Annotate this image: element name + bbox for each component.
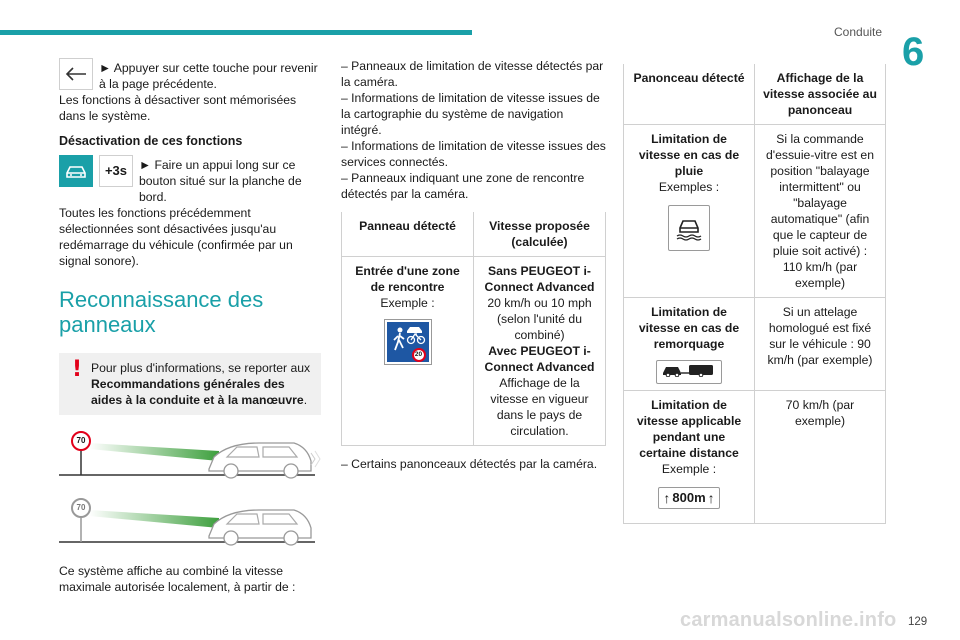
illustration-sign-memorised <box>59 498 321 553</box>
panonceau-table <box>623 64 886 524</box>
warning-box <box>59 353 321 415</box>
section-heading: Reconnaissance des panneaux <box>59 287 264 337</box>
source-item-3: – Informations de limitation de vitesse issues des services connectés. <box>341 139 606 169</box>
panonceaux-item: – Certains panonceaux détectés par la caméra. <box>341 457 598 471</box>
rain-plate-icon <box>668 205 710 251</box>
source-item-2: – Informations de limitation de vitesse issues de la cartographie du système de navigation intégré. <box>341 91 600 137</box>
table-row: Limitation de vitesse en cas de remorquage Si un attelage homologué est fixé sur le véhicule : 90 km/h (par exemple) <box>624 298 886 391</box>
table-row: Limitation de vitesse en cas de pluie Exemples : Si la commande d'essuie-vitre est en position "balayage intermittent" ou "balayage automatique" (afin que le capteur de pluie soit activé) : 110 km/h (par exemple) <box>624 125 886 298</box>
column-left <box>59 58 321 595</box>
meeting-zone-speed-badge: 20 <box>412 348 426 362</box>
zone-table-header-sign: Panneau détecté <box>342 212 474 257</box>
watermark: carmanualsonline.info <box>680 609 897 631</box>
back-instruction <box>59 58 321 92</box>
illustration-sign-detected <box>59 431 321 486</box>
long-press-badge-icon: +3s <box>99 155 133 187</box>
distance-plate-icon <box>658 487 719 509</box>
up-arrow-icon: ↑ <box>663 490 671 506</box>
header-accent-bar <box>0 30 472 35</box>
source-item-1: – Panneaux de limitation de vitesse détectés par la caméra. <box>341 59 604 89</box>
column-right <box>623 64 886 524</box>
towing-plate-icon <box>656 360 722 384</box>
distance-value: 800m <box>672 490 706 505</box>
table-row: Limitation de vitesse applicable pendant une certaine distance Exemple : ↑ 800m ↑ 70 km/h (par exemple) <box>624 391 886 524</box>
page-number: 129 <box>908 616 928 628</box>
column-middle <box>341 58 606 472</box>
long-press-text: ► Faire un appui long sur ce bouton situé sur la planche de bord. <box>139 158 302 204</box>
system-description-text: Ce système affiche au combiné la vitesse maximale autorisée localement, à partir de : <box>59 564 296 594</box>
saved-functions-text: Les fonctions à désactiver sont mémorisées dans le système. <box>59 93 297 123</box>
back-arrow-icon <box>59 58 93 90</box>
warning-text: Pour plus d'informations, se reporter aux Recommandations générales des aides à la conduite et à la manœuvre. <box>91 361 311 407</box>
long-press-instruction <box>59 155 321 205</box>
driving-aids-icon <box>59 155 93 187</box>
zone-table-sign-cell: Entrée d'une zone de rencontre Exemple : 20 <box>342 257 474 446</box>
exclamation-icon: ! <box>72 357 83 382</box>
panonceau-table-header-display: Affichage de la vitesse associée au panonceau <box>755 64 886 125</box>
deactivated-text: Toutes les fonctions précédemment sélectionnées sont désactivées jusqu'au redémarrage du véhicule (confirmée par un signal sonore). <box>59 206 293 268</box>
chapter-number: 6 <box>902 30 925 74</box>
source-item-4: – Panneaux indiquant une zone de rencontre détectés par la caméra. <box>341 171 585 201</box>
speed-sign-70-faded-icon: 70 <box>71 498 91 518</box>
speed-sign-70-icon: 70 <box>71 431 91 451</box>
panonceau-table-header-sign: Panonceau détecté <box>624 64 755 125</box>
zone-table-speed-cell: Sans PEUGEOT i-Connect Advanced 20 km/h ou 10 mph (selon l'unité du combiné) Avec PEUGEOT i-Connect Advanced Affichage de la vitesse en vigueur dans le pays de circulation. <box>474 257 606 446</box>
up-arrow-icon: ↑ <box>707 490 715 506</box>
section-title: Conduite <box>834 25 883 39</box>
back-instruction-text: ► Appuyer sur cette touche pour revenir à la page précédente. <box>99 61 318 91</box>
deactivation-heading: Désactivation de ces fonctions <box>59 134 243 148</box>
zone-table-header-speed: Vitesse proposée (calculée) <box>474 212 606 257</box>
zone-table <box>341 212 606 446</box>
meeting-zone-sign-icon <box>384 319 432 365</box>
